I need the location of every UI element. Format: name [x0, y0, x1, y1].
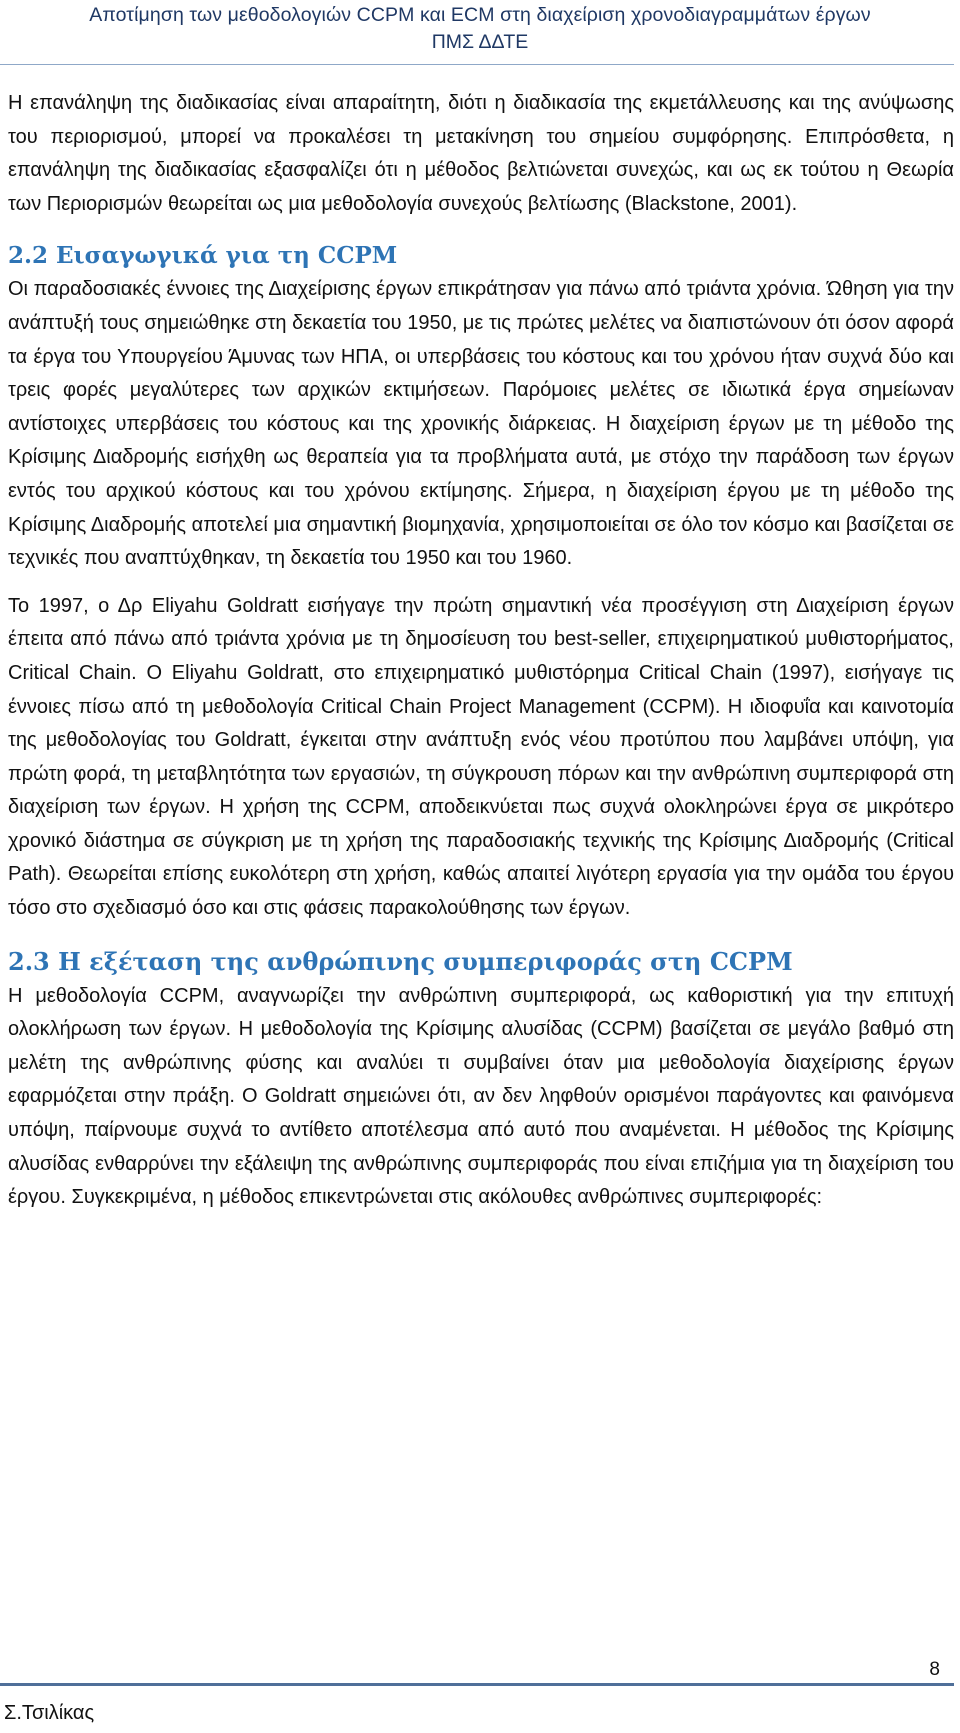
- section-heading-2-3: 2.3 Η εξέταση της ανθρώπινης συμπεριφοράς στη CCPM: [8, 946, 793, 976]
- paragraph-repetition: Η επανάληψη της διαδικασίας είναι απαραίτητη, διότι η διαδικασία της εκμετάλλευσης και της ανύψωσης του περιορισμού, μπορεί να προκαλέσει τη μετακίνηση του σημείου συμφόρησης. Επιπρόσθετα, η επανάληψη της διαδικασίας εξασφαλίζει ότι η μέθοδος βελτιώνεται συνεχώς, και ως εκ τούτου η Θεωρία των Περιορισμών θεωρείται ως μια μεθοδολογία συνεχούς βελτίωσης (Blackstone, 2001).: [8, 92, 954, 215]
- page-header: [0, 0, 960, 56]
- footer-author: Σ.Τσιλίκας: [4, 1702, 95, 1724]
- header-title: Αποτίμηση των μεθοδολογιών CCPM και ECM στη διαχείριση χρονοδιαγραμμάτων έργων: [89, 4, 871, 26]
- paragraph-goldratt: Το 1997, ο Δρ Eliyahu Goldratt εισήγαγε την πρώτη σημαντική νέα προσέγγιση στη Διαχείριση έργων έπειτα από πάνω από τριάντα χρόνια με τη δημοσίευση του best-seller, επιχειρηματικού μυθιστορήματος, Critical Chain. Ο Eliyahu Goldratt, στο επιχειρηματικό μυθιστόρημα Critical Chain (1997), εισήγαγε τις έννοιες πίσω από τη μεθοδολογία Critical Chain Project Management (CCPM). Η ιδιοφυΐα και καινοτομία της μεθοδολογίας του Goldratt, έγκειται στην ανάπτυξη ενός νέου προτύπου που λαμβάνει υπόψη, για πρώτη φορά, τη μεταβλητότητα των εργασιών, τη σύγκρουση πόρων και την ανθρώπινη συμπεριφορά στη διαχείριση των έργων. Η χρήση της CCPM, αποδεικνύεται πως συχνά ολοκληρώνει έργα σε μικρότερο χρονικό διάστημα σε σύγκριση με τη χρήση της παραδοσιακής τεχνικής της Κρίσιμης Διαδρομής (Critical Path). Θεωρείται επίσης ευκολότερη στη χρήση, καθώς απαιτεί λιγότερη εργασία για την ομάδα του έργου τόσο στο σχεδιασμό όσο και στις φάσεις παρακολούθησης των έργων.: [8, 594, 954, 920]
- page-body: [8, 87, 954, 1215]
- paragraph-human-behavior: Η μεθοδολογία CCPM, αναγνωρίζει την ανθρώπινη συμπεριφορά, ως καθοριστική για την επιτυχή ολοκλήρωση των έργων. Η μεθοδολογία της Κρίσιμης αλυσίδας (CCPM) βασίζεται σε μεγάλο βαθμό στη μελέτη της ανθρώπινης φύσης και αναλύει τι συμβαίνει όταν μια μεθοδολογία διαχείρισης έργων εφαρμόζεται στην πράξη. Ο Goldratt σημειώνει ότι, αν δεν ληφθούν ορισμένοι παράγοντες και φαινόμενα υπόψη, παίρνουμε συχνά το αντίθετο αποτέλεσμα από αυτό που αναμένεται. Η μέθοδος της Κρίσιμης αλυσίδας ενθαρρύνει την εξάλειψη της ανθρώπινης συμπεριφοράς που είναι επιζήμια για τη διαχείριση του έργου. Συγκεκριμένα, η μέθοδος επικεντρώνεται στις ακόλουθες ανθρώπινες συμπεριφορές:: [8, 984, 954, 1209]
- footer-divider: [0, 1683, 954, 1686]
- header-subtitle: ΠΜΣ ΔΔΤΕ: [431, 31, 529, 53]
- paragraph-traditional-pm: Οι παραδοσιακές έννοιες της Διαχείρισης έργων επικράτησαν για πάνω από τριάντα χρόνια. Ώθηση για την ανάπτυξή τους σημειώθηκε στη δεκαετία του 1950, με τις πρώτες μελέτες να διαπιστώνουν ότι όσον αφορά τα έργα του Υπουργείου Άμυνας των ΗΠΑ, οι υπερβάσεις του κόστους και του χρόνου ήταν συχνά δύο και τρεις φορές μεγαλύτερες των αρχικών εκτιμήσεων. Παρόμοιες μελέτες σε ιδιωτικά έργα σημείωναν αντίστοιχες υπερβάσεις του κόστους και της χρονικής διάρκειας. Η διαχείριση έργων με τη μέθοδο της Κρίσιμης Διαδρομής εισήχθη ως θεραπεία για τα προβλήματα αυτά, με στόχο την παράδοση των έργων εντός του αρχικού κόστους και του χρόνου εκτίμησης. Σήμερα, η διαχείριση έργου με τη μέθοδο της Κρίσιμης Διαδρομής αποτελεί μια σημαντική βιομηχανία, χρησιμοποιείται σε όλο τον κόσμο και βασίζεται σε τεχνικές που αναπτύχθηκαν, τη δεκαετία του 1950 και του 1960.: [8, 278, 954, 570]
- page-number: 8: [929, 1659, 940, 1680]
- header-divider: [0, 64, 954, 65]
- section-heading-2-2: 2.2 Εισαγωγικά για τη CCPM: [8, 242, 398, 270]
